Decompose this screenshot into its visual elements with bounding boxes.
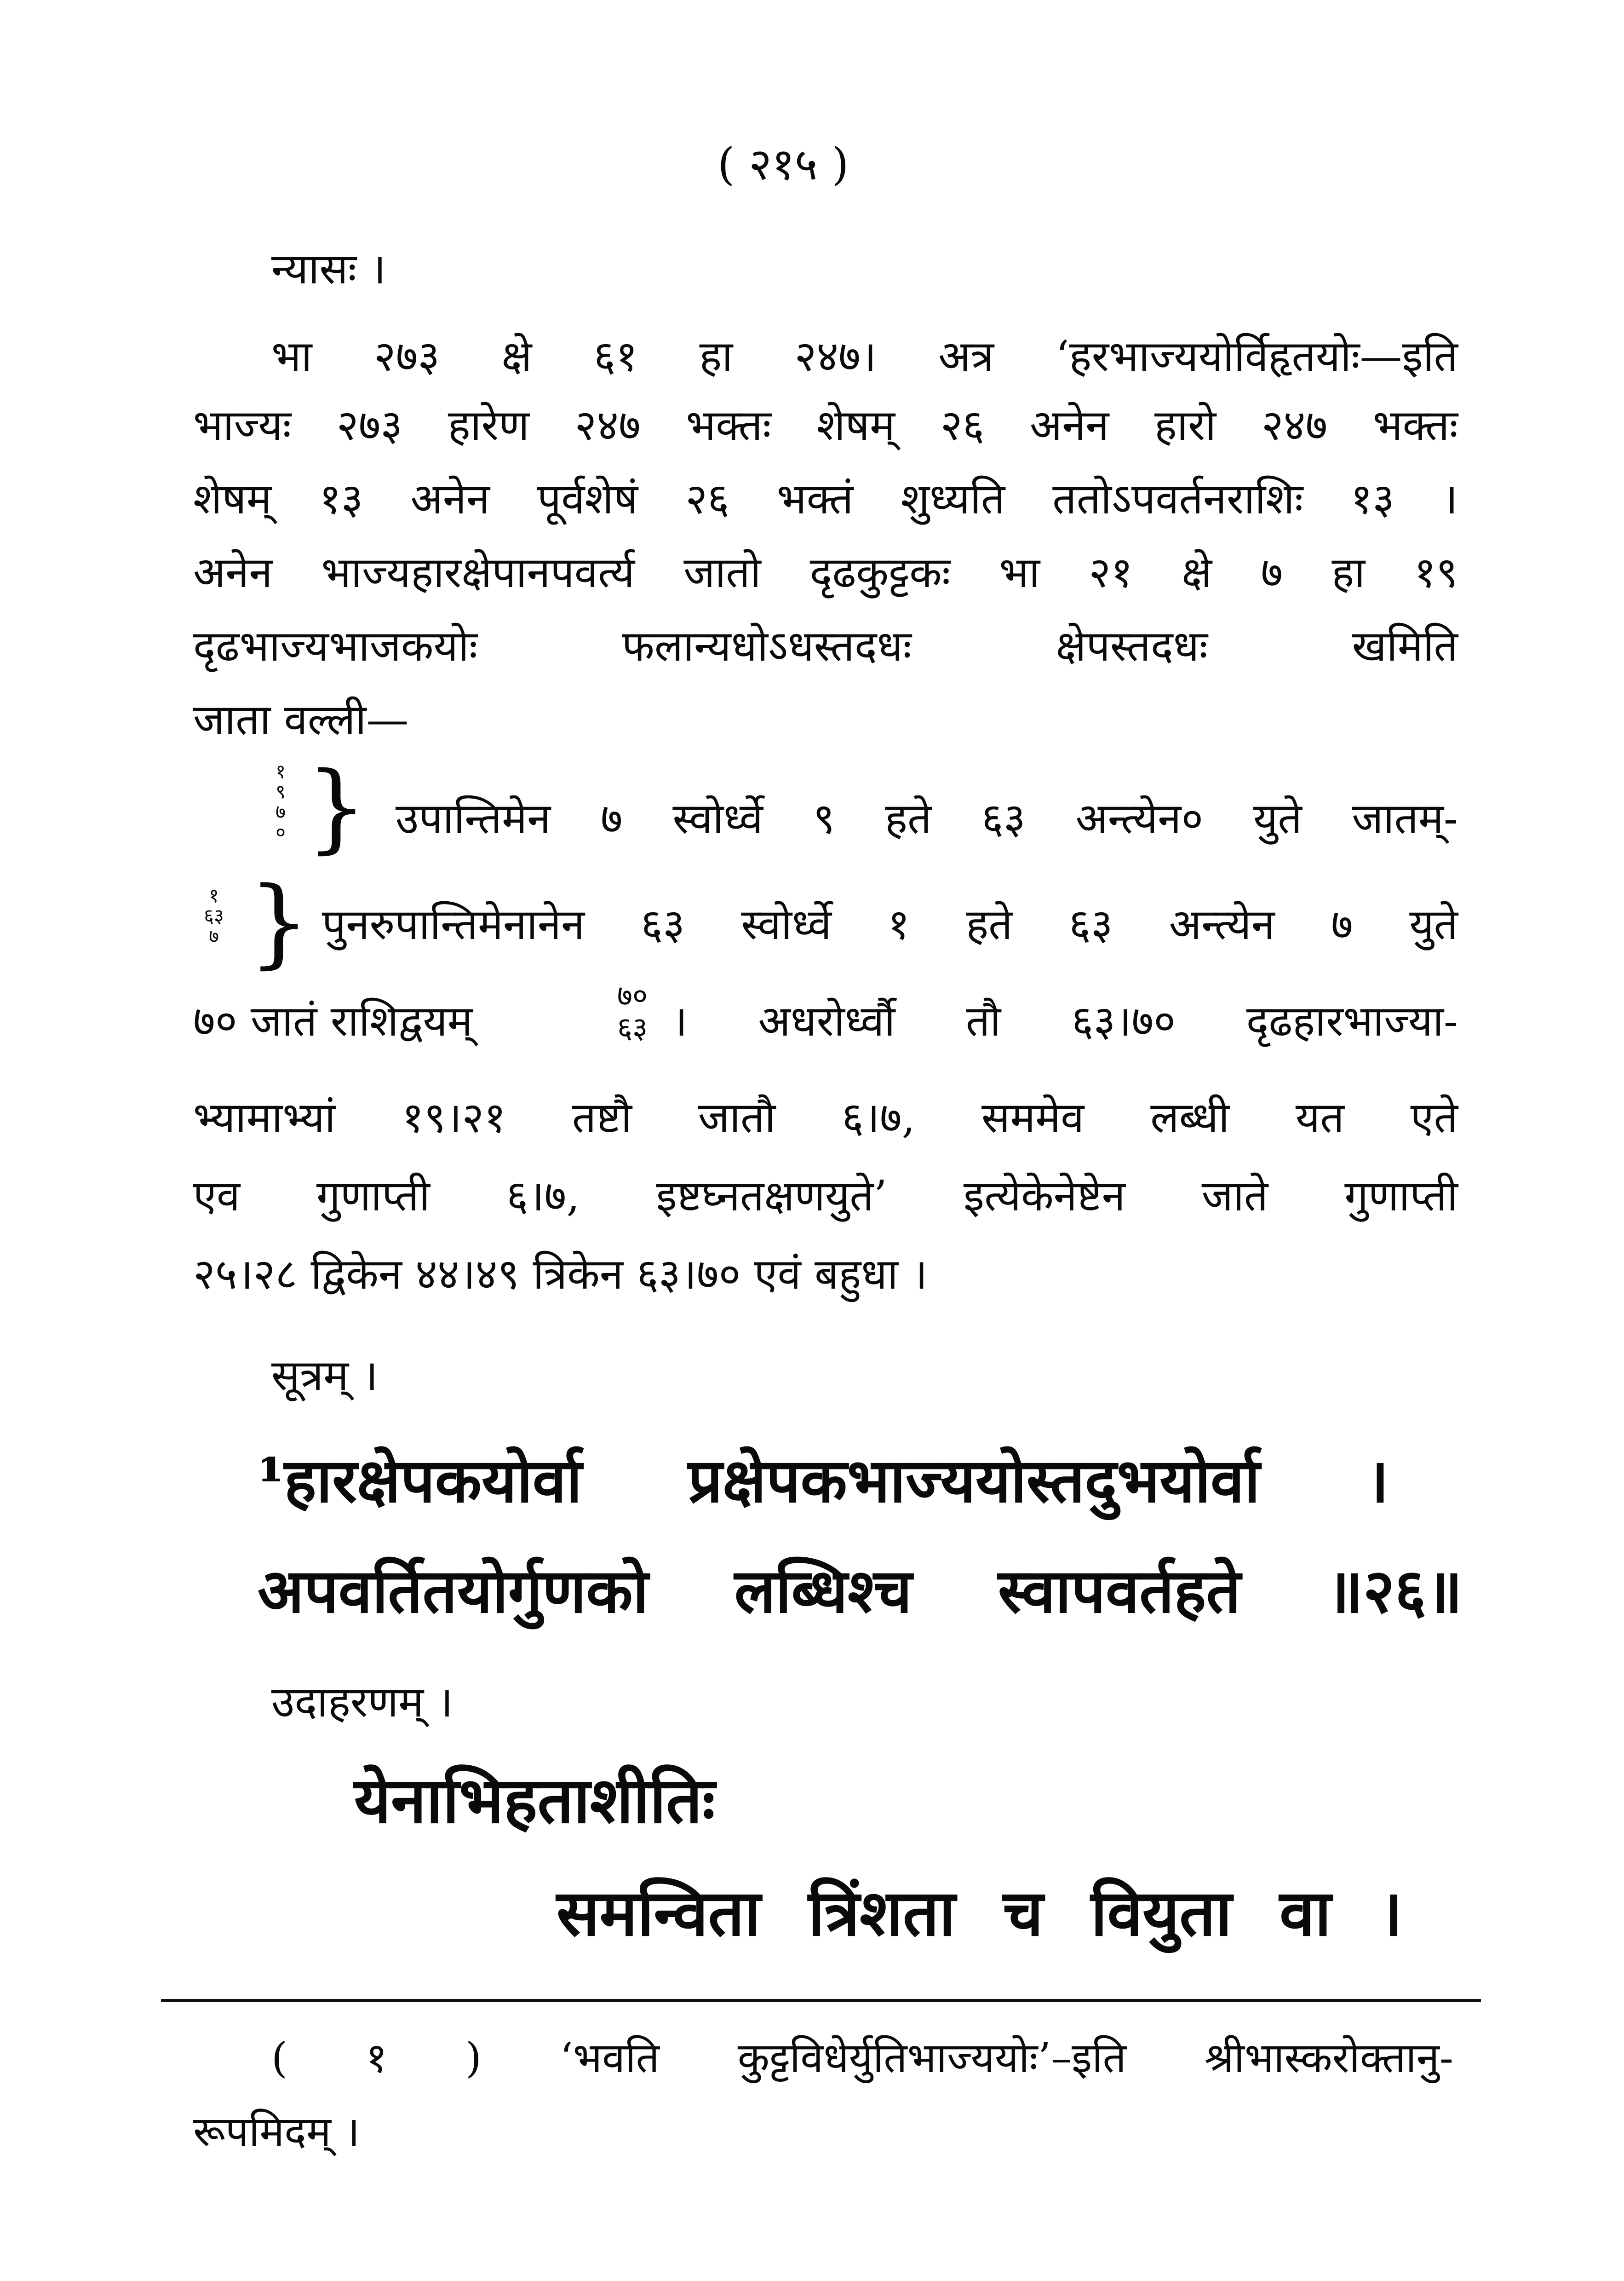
valli-value: ७ bbox=[209, 925, 219, 948]
text-line: शेषम् १३ अनेन पूर्वशेषं २६ भक्तं शुध्यति ततोऽपवर्तनराशिः १३ । bbox=[193, 474, 1458, 524]
fraction-top: ७० bbox=[617, 979, 648, 1013]
verse-line: येनाभिहताशीतिः bbox=[354, 1763, 715, 1837]
valli-value: १ bbox=[209, 884, 219, 907]
text-line: पुनरुपान्तिमेनानेन ६३ स्वोर्ध्वे १ हते ६३ अन्त्येन ७ युते bbox=[322, 900, 1458, 949]
sutram-heading: सूत्रम् । bbox=[271, 1351, 379, 1400]
page-number: ( २१५ ) bbox=[717, 138, 849, 190]
valli-value: ७ bbox=[275, 801, 286, 824]
footnote-divider bbox=[161, 1999, 1481, 2002]
text-line: दृढभाज्यभाजकयोः फलान्यधोऽधस्तदधः क्षेपस्तदधः खमिति bbox=[193, 622, 1458, 671]
valli-value: १ bbox=[275, 760, 286, 783]
text-line: । अधरोर्ध्वौ तौ ६३।७० दृढहारभाज्या- bbox=[671, 996, 1458, 1046]
brace-symbol: } bbox=[248, 866, 310, 979]
text-line: २५।२८ द्विकेन ४४।४९ त्रिकेन ६३।७० एवं बहुधा । bbox=[193, 1250, 928, 1299]
text-line: ७० जातं राशिद्वयम् bbox=[193, 996, 473, 1046]
text-line: भा २७३ क्षे ६१ हा २४७। अत्र ‘हरभाज्ययोर्विहृतयोः—इति bbox=[271, 332, 1458, 381]
nyasa-heading: न्यासः । bbox=[271, 244, 386, 294]
sutra-line: अपवर्तितयोर्गुणको लब्धिश्च स्वापवर्तहते ॥२६॥ bbox=[258, 1555, 1463, 1627]
sutra-line: ¹हारक्षेपकयोर्वा प्रक्षेपकभाज्ययोस्तदुभयोर्वा । bbox=[258, 1445, 1389, 1516]
fraction-bottom: ६३ bbox=[617, 1011, 648, 1046]
text-line: भ्यामाभ्यां १९।२१ तष्टौ जातौ ६।७, सममेव लब्धी यत एते bbox=[193, 1093, 1458, 1142]
fraction bbox=[607, 980, 658, 1045]
text-line: उपान्तिमेन ७ स्वोर्ध्वे ९ हते ६३ अन्त्येन० युते जातम्- bbox=[396, 794, 1458, 843]
valli-stack bbox=[271, 761, 290, 842]
text-line: भाज्यः २७३ हारेण २४७ भक्तः शेषम् २६ अनेन हारो २४७ भक्तः bbox=[193, 401, 1458, 450]
text-line: अनेन भाज्यहारक्षेपानपवर्त्य जातो दृढकुट्टकः भा २१ क्षे ७ हा १९ bbox=[193, 548, 1458, 597]
text-line: जाता वल्ली— bbox=[193, 695, 409, 744]
brace-symbol: } bbox=[306, 751, 367, 864]
valli-value: ९ bbox=[275, 780, 286, 803]
footnote-line: रूपमिदम् । bbox=[193, 2108, 360, 2156]
valli-value: ६३ bbox=[204, 904, 224, 927]
valli-value: ० bbox=[275, 821, 286, 844]
footnote-line: ( १ ) ‘भवति कुट्टविधेर्युतिभाज्ययोः’–इति श्रीभास्करोक्तानु- bbox=[271, 2034, 1453, 2082]
text-line: एव गुणाप्ती ६।७, इष्टघ्नतक्षणयुते’ इत्येकेनेष्टेन जाते गुणाप्ती bbox=[193, 1171, 1458, 1221]
udaharanam-heading: उदाहरणम् । bbox=[271, 1677, 453, 1727]
verse-line: समन्विता त्रिंशता च वियुता वा । bbox=[557, 1875, 1403, 1950]
valli-stack bbox=[189, 886, 239, 946]
